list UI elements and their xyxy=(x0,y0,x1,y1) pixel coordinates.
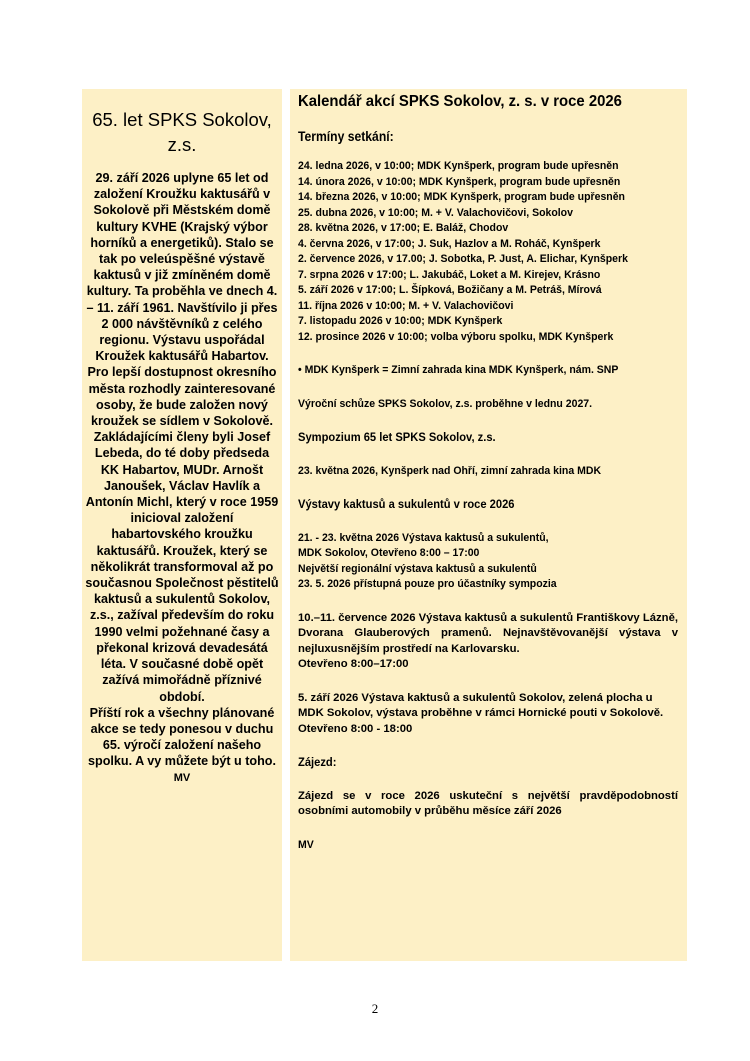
meeting-item: 11. října 2026 v 10:00; M. + V. Valachovičovi xyxy=(298,299,514,312)
calendar-signature: MV xyxy=(298,838,314,851)
meeting-item: 7. srpna 2026 v 17:00; L. Jakubáč, Loket a M. Kirejev, Krásno xyxy=(298,268,601,281)
exhibition-3 xyxy=(298,691,678,738)
trip-heading: Zájezd: xyxy=(298,755,337,769)
exhibition-2 xyxy=(298,611,678,673)
exhibition-2-text: 10.–11. července 2026 Výstava kaktusů a sukulentů Františkovy Lázně, Dvorana Glauberových pramenů. Nejnavštěvovanější výstava v nejluxusnějším prostředí na Karlovarsku. xyxy=(298,611,678,655)
meeting-item: 12. prosince 2026 v 10:00; volba výboru spolku, MDK Kynšperk xyxy=(298,330,614,343)
anniversary-column xyxy=(82,89,282,961)
anniversary-title-line2: z.s. xyxy=(167,134,197,155)
meeting-item: 25. dubna 2026, v 10:00; M. + V. Valachovičovi, Sokolov xyxy=(298,206,573,219)
calendar-title: Kalendář akcí SPKS Sokolov, z. s. v roce 2026 xyxy=(298,93,622,110)
meeting-item: 24. ledna 2026, v 10:00; MDK Kynšperk, program bude upřesněn xyxy=(298,160,619,172)
anniversary-paragraph-2: Příští rok a všechny plánované akce se tedy ponesou v duchu 65. výročí založení našeho spolku. A vy můžete být u toho. xyxy=(88,705,276,769)
meeting-item: 4. června 2026, v 17:00; J. Suk, Hazlov a M. Roháč, Kynšperk xyxy=(298,237,601,250)
anniversary-title xyxy=(82,107,282,157)
anniversary-signature: MV xyxy=(173,771,191,784)
meeting-item: 7. listopadu 2026 v 10:00; MDK Kynšperk xyxy=(298,315,503,327)
anniversary-title-line1: 65. let SPKS Sokolov, xyxy=(92,109,272,130)
meeting-item: 14. března 2026, v 10:00; MDK Kynšperk, program bude upřesněn xyxy=(298,191,625,203)
page-number: 2 xyxy=(371,1001,379,1016)
annual-meeting-note: Výroční schůze SPKS Sokolov, z.s. proběhne v lednu 2027. xyxy=(298,397,593,410)
exhibition-1 xyxy=(298,531,678,593)
exhibition-1-line: 21. - 23. května 2026 Výstava kaktusů a sukulentů, xyxy=(298,531,549,544)
meetings-heading: Termíny setkání: xyxy=(298,129,394,144)
exhibition-1-line: Největší regionální výstava kaktusů a sukulentů xyxy=(298,562,537,575)
meeting-item: 5. září 2026 v 17:00; L. Šípková, Božičany a M. Petráš, Mírová xyxy=(298,284,602,296)
exhibitions-heading: Výstavy kaktusů a sukulentů v roce 2026 xyxy=(298,497,515,511)
calendar-column xyxy=(290,89,687,961)
symposium-text: 23. května 2026, Kynšperk nad Ohří, zimní zahrada kina MDK xyxy=(298,464,602,477)
trip-text: Zájezd se v roce 2026 uskuteční s největší pravděpodobností osobními automobily v průběhu měsíce září 2026 xyxy=(298,789,678,817)
meetings-list xyxy=(298,159,678,345)
exhibition-1-line: MDK Sokolov, Otevřeno 8:00 – 17:00 xyxy=(298,547,480,559)
exhibition-2-hours: Otevřeno 8:00–17:00 xyxy=(298,658,409,670)
meeting-item: 28. května 2026, v 17:00; E. Baláž, Chodov xyxy=(298,222,509,234)
anniversary-text xyxy=(82,170,282,786)
exhibition-1-line: 23. 5. 2026 přístupná pouze pro účastníky sympozia xyxy=(298,578,557,590)
exhibition-3-hours: Otevřeno 8:00 - 18:00 xyxy=(298,722,413,735)
mdk-note: • MDK Kynšperk = Zimní zahrada kina MDK Kynšperk, nám. SNP xyxy=(298,364,619,376)
exhibition-3-text: 5. září 2026 Výstava kaktusů a sukulentů Sokolov, zelená plocha u MDK Sokolov, výstava proběhne v rámci Hornické pouti v Sokolově. xyxy=(298,691,664,719)
meeting-item: 14. února 2026, v 10:00; MDK Kynšperk, program bude upřesněn xyxy=(298,175,621,188)
meeting-item: 2. července 2026, v 17.00; J. Sobotka, P. Just, A. Elichar, Kynšperk xyxy=(298,253,628,265)
symposium-heading: Sympozium 65 let SPKS Sokolov, z.s. xyxy=(298,430,496,444)
anniversary-paragraph: 29. září 2026 uplyne 65 let od založení Kroužku kaktusářů v Sokolově při Městském domě kultury KVHE (Krajský výbor horníků a energetiků). Stalo se tak po veleúspěšné výstavě kaktusů v již zmíněném domě kultury. Ta proběhla ve dnech 4. – 11. září 1961. Navštívilo ji přes 2 000 návštěvníků z celého regionu. Výstavu uspořádal Kroužek kaktusářů Habartov. Pro lepší dostupnost okresního města rozhodly zainteresované osoby, že bude založen nový kroužek se sídlem v Sokolově. Zakládajícími členy byli Josef Lebeda, do té doby předseda KK Habartov, MUDr. Arnošt Janoušek, Václav Havlík a Antonín Michl, který v roce 1959 inicioval založení habartovského kroužku kaktusářů. Kroužek, který se několikrát transformoval až po současnou Společnost pěstitelů kaktusů a sukulentů Sokolov, z.s., zažíval především do roku 1990 velmi požehnané časy a překonal krizová devadesátá léta. V současné době opět zažívá mimořádně příznivé období. xyxy=(85,171,279,704)
